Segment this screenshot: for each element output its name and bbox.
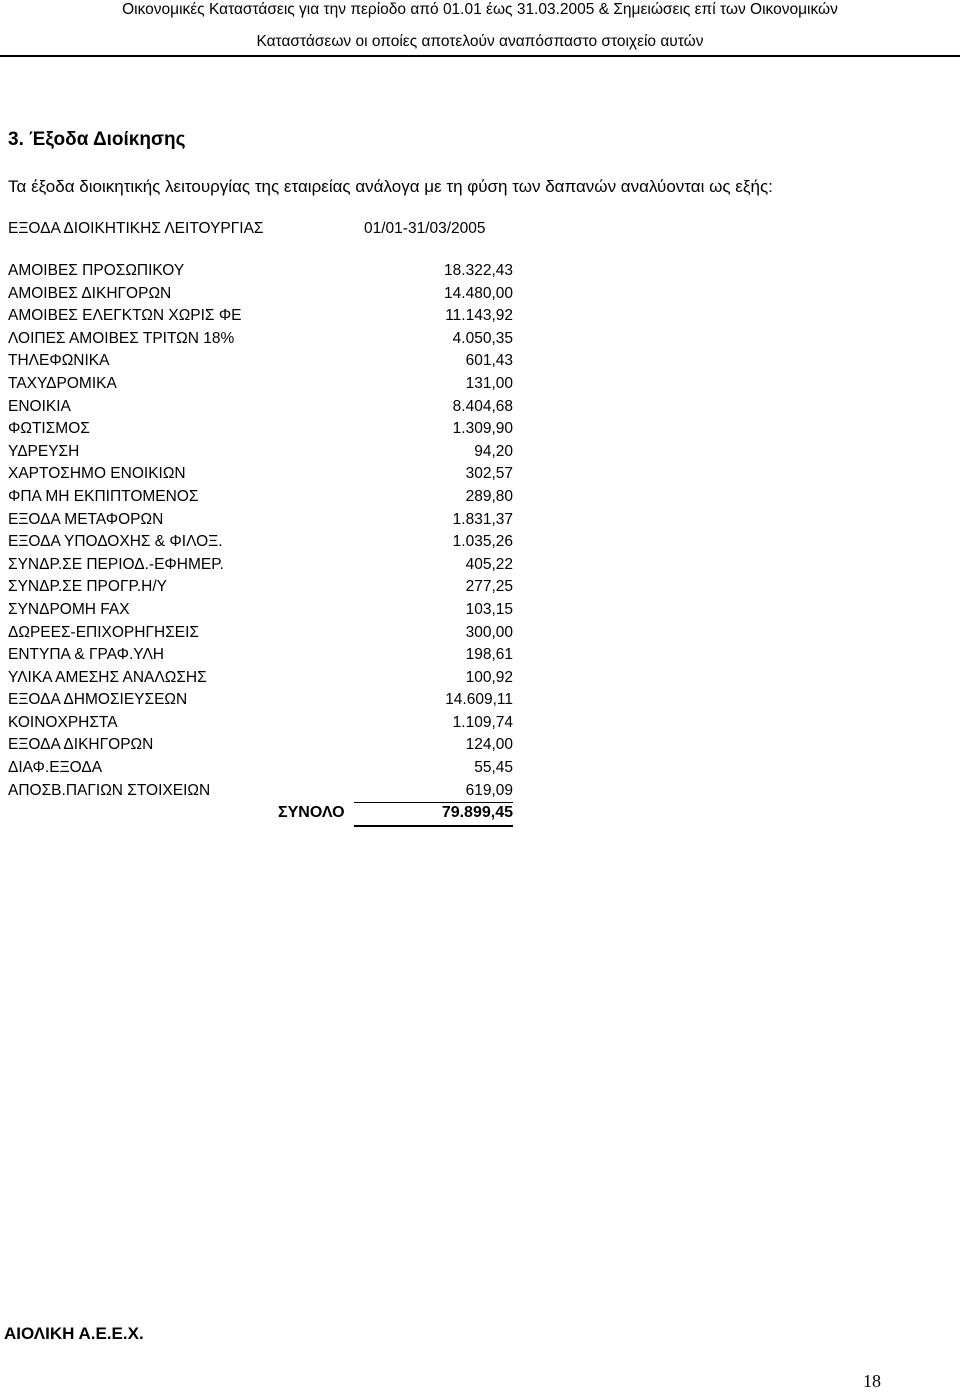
table-row <box>8 350 513 373</box>
row-amount: 198,61 <box>465 646 513 664</box>
table-row <box>8 305 513 328</box>
row-amount: 1.035,26 <box>452 533 513 551</box>
row-label: ΤΗΛΕΦΩΝΙΚΑ <box>8 352 110 370</box>
footer-company-name: ΑΙΟΛΙΚΗ Α.Ε.Ε.Χ. <box>4 1324 144 1343</box>
row-label: ΑΜΟΙΒΕΣ ΔΙΚΗΓΟΡΩΝ <box>8 284 172 302</box>
row-label: ΤΑΧΥΔΡΟΜΙΚΑ <box>8 374 117 392</box>
table-row <box>8 441 513 464</box>
row-label: ΚΟΙΝΟΧΡΗΣΤΑ <box>8 713 118 731</box>
row-label: ΑΜΟΙΒΕΣ ΠΡΟΣΩΠΙΚΟΥ <box>8 262 185 279</box>
table-heading-period: 01/01-31/03/2005 <box>364 220 486 237</box>
row-label: ΕΝΟΙΚΙΑ <box>8 397 71 415</box>
row-amount: 11.143,92 <box>445 307 513 325</box>
table-row <box>8 712 513 735</box>
table-row <box>8 644 513 667</box>
row-amount: 1.109,74 <box>452 713 513 731</box>
row-label: ΑΠΟΣΒ.ΠΑΓΙΩΝ ΣΤΟΙΧΕΙΩΝ <box>8 781 211 799</box>
table-row <box>8 418 513 441</box>
page-number: 18 <box>863 1371 881 1391</box>
table-row <box>8 373 513 396</box>
row-amount: 300,00 <box>465 623 513 641</box>
row-amount: 94,20 <box>474 442 513 460</box>
row-label: ΣΥΝΔΡΟΜΗ FAX <box>8 600 130 618</box>
table-row <box>8 757 513 780</box>
total-label: ΣΥΝΟΛΟ <box>278 804 345 821</box>
row-amount: 100,92 <box>465 668 513 686</box>
header-title-line-2: Καταστάσεων οι οποίες αποτελούν αναπόσπαστο στοιχείο αυτών <box>256 33 704 50</box>
row-amount: 405,22 <box>465 555 513 573</box>
header-title-line-1: Οικονομικές Καταστάσεις για την περίοδο από 01.01 έως 31.03.2005 & Σημειώσεις επί των Οικονομικών <box>122 1 838 18</box>
row-amount: 1.309,90 <box>452 420 513 438</box>
table-row <box>8 734 513 757</box>
row-amount: 124,00 <box>465 736 513 754</box>
row-label: ΔΩΡΕΕΣ-ΕΠΙΧΟΡΗΓΗΣΕΙΣ <box>8 623 200 641</box>
table-heading-label: ΕΞΟΔΑ ΔΙΟΙΚΗΤΙΚΗΣ ΛΕΙΤΟΥΡΓΙΑΣ <box>8 220 264 237</box>
row-label: ΣΥΝΔΡ.ΣΕ ΠΡΟΓΡ.Η/Υ <box>8 578 167 596</box>
row-label: ΕΞΟΔΑ ΜΕΤΑΦΟΡΩΝ <box>8 510 164 528</box>
table-row <box>8 599 513 622</box>
row-amount: 8.404,68 <box>452 397 513 415</box>
row-amount: 131,00 <box>465 374 513 392</box>
row-label: ΑΜΟΙΒΕΣ ΕΛΕΓΚΤΩΝ ΧΩΡΙΣ ΦΕ <box>8 307 242 325</box>
row-amount: 14.609,11 <box>445 691 513 709</box>
row-amount: 14.480,00 <box>444 284 513 302</box>
row-amount: 302,57 <box>465 465 513 483</box>
row-label: ΕΞΟΔΑ ΥΠΟΔΟΧΗΣ & ΦΙΛΟΞ. <box>8 533 223 551</box>
table-row <box>8 283 513 306</box>
row-amount: 619,09 <box>465 781 513 799</box>
row-label: ΕΞΟΔΑ ΔΙΚΗΓΟΡΩΝ <box>8 736 154 754</box>
row-label: ΥΔΡΕΥΣΗ <box>8 442 80 460</box>
row-amount: 4.050,35 <box>452 329 513 347</box>
row-label: ΕΞΟΔΑ ΔΗΜΟΣΙΕΥΣΕΩΝ <box>8 691 188 709</box>
row-label: ΛΟΙΠΕΣ ΑΜΟΙΒΕΣ ΤΡΙΤΩΝ 18% <box>8 329 235 347</box>
row-amount: 55,45 <box>474 759 513 777</box>
table-row <box>8 780 513 803</box>
section-intro: Τα έξοδα διοικητικής λειτουργίας της εταιρείας ανάλογα με τη φύση των δαπανών αναλύονται ως εξής: <box>8 177 773 196</box>
section-title: 3. Έξοδα Διοίκησης <box>8 129 186 150</box>
row-amount: 18.322,43 <box>444 262 513 279</box>
header-divider <box>0 55 960 57</box>
row-amount: 601,43 <box>465 352 513 370</box>
table-row <box>8 689 513 712</box>
table-row <box>8 667 513 690</box>
table-row <box>8 463 513 486</box>
table-row <box>8 396 513 419</box>
table-row <box>8 260 513 283</box>
row-label: ΣΥΝΔΡ.ΣΕ ΠΕΡΙΟΔ.-ΕΦΗΜΕΡ. <box>8 555 224 573</box>
row-amount: 1.831,37 <box>452 510 513 528</box>
row-label: ΦΩΤΙΣΜΟΣ <box>8 420 90 438</box>
table-row <box>8 622 513 645</box>
total-row <box>274 802 513 824</box>
row-amount: 103,15 <box>465 600 513 618</box>
row-label: ΕΝΤΥΠΑ & ΓΡΑΦ.ΥΛΗ <box>8 646 164 664</box>
row-amount: 289,80 <box>465 487 513 505</box>
table-row <box>8 509 513 532</box>
table-row <box>8 576 513 599</box>
expense-table <box>8 260 513 802</box>
row-amount: 277,25 <box>465 578 513 596</box>
table-row <box>8 328 513 351</box>
row-label: ΧΑΡΤΟΣΗΜΟ ΕΝΟΙΚΙΩΝ <box>8 465 186 483</box>
total-amount: 79.899,45 <box>441 804 513 821</box>
row-label: ΦΠΑ ΜΗ ΕΚΠΙΠΤΟΜΕΝΟΣ <box>8 487 199 505</box>
total-bottom-rule <box>354 825 513 827</box>
table-row <box>8 554 513 577</box>
row-label: ΔΙΑΦ.ΕΞΟΔΑ <box>8 759 103 777</box>
row-label: ΥΛΙΚΑ ΑΜΕΣΗΣ ΑΝΑΛΩΣΗΣ <box>8 668 207 686</box>
table-row <box>8 486 513 509</box>
table-row <box>8 531 513 554</box>
